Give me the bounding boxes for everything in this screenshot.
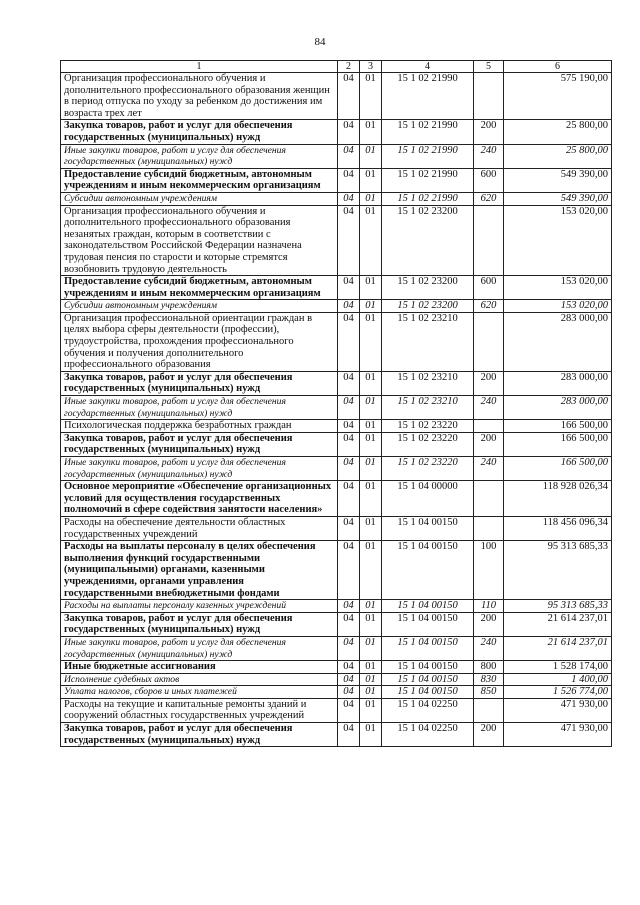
subsection-code-cell: 01 <box>360 723 382 747</box>
expense-name-cell: Исполнение судебных актов <box>61 673 338 686</box>
section-code-cell: 04 <box>338 481 360 517</box>
expense-name-cell: Организация профессионального обучения и дополнительного профессионального образования незанятых граждан, которым в соответствии с законодательством Российской Федерации назначена трудовая пенсия по старости и которые стремятся возобновить трудовую деятельность <box>61 205 338 276</box>
expense-name-cell: Закупка товаров, работ и услуг для обеспечения государственных (муниципальных) нужд <box>61 723 338 747</box>
table-row <box>61 396 612 420</box>
amount-cell: 1 528 174,00 <box>504 661 612 674</box>
target-article-code-cell: 15 1 02 23200 <box>382 276 474 300</box>
amount-cell: 153 020,00 <box>504 205 612 276</box>
expense-type-code-cell <box>474 516 504 540</box>
amount-cell: 549 390,00 <box>504 168 612 192</box>
expense-type-code-cell: 830 <box>474 673 504 686</box>
section-code-cell: 04 <box>338 192 360 205</box>
expense-name-cell: Расходы на текущие и капитальные ремонты зданий и сооружений областных государственных учреждений <box>61 698 338 722</box>
expense-name-cell: Организация профессиональной ориентации граждан в целях выбора сферы деятельности (профессии), трудоустройства, прохождения профессионального обучения и получения дополнительного профессионального образования <box>61 312 338 371</box>
expense-type-code-cell: 600 <box>474 276 504 300</box>
subsection-code-cell: 01 <box>360 686 382 699</box>
amount-cell: 25 800,00 <box>504 120 612 144</box>
section-code-cell: 04 <box>338 276 360 300</box>
table-row <box>61 636 612 660</box>
column-number-2: 2 <box>338 61 360 73</box>
subsection-code-cell: 01 <box>360 168 382 192</box>
expense-name-cell: Предоставление субсидий бюджетным, автономным учреждениям и иным некоммерческим организациям <box>61 276 338 300</box>
section-code-cell: 04 <box>338 723 360 747</box>
section-code-cell: 04 <box>338 205 360 276</box>
expense-name-cell: Иные закупки товаров, работ и услуг для обеспечения государственных (муниципальных) нужд <box>61 144 338 168</box>
expense-name-cell: Уплата налогов, сборов и иных платежей <box>61 686 338 699</box>
expense-type-code-cell: 800 <box>474 661 504 674</box>
expense-type-code-cell <box>474 420 504 433</box>
table-row <box>61 457 612 481</box>
table-row <box>61 686 612 699</box>
subsection-code-cell: 01 <box>360 636 382 660</box>
target-article-code-cell: 15 1 02 21990 <box>382 168 474 192</box>
expense-type-code-cell <box>474 205 504 276</box>
expense-name-cell: Закупка товаров, работ и услуг для обеспечения государственных (муниципальных) нужд <box>61 612 338 636</box>
amount-cell: 166 500,00 <box>504 457 612 481</box>
target-article-code-cell: 15 1 04 00150 <box>382 600 474 613</box>
expense-type-code-cell <box>474 481 504 517</box>
target-article-code-cell: 15 1 04 00150 <box>382 673 474 686</box>
subsection-code-cell: 01 <box>360 481 382 517</box>
target-article-code-cell: 15 1 02 23210 <box>382 396 474 420</box>
column-number-1: 1 <box>61 61 338 73</box>
subsection-code-cell: 01 <box>360 457 382 481</box>
target-article-code-cell: 15 1 04 02250 <box>382 723 474 747</box>
target-article-code-cell: 15 1 04 02250 <box>382 698 474 722</box>
amount-cell: 118 456 096,34 <box>504 516 612 540</box>
expense-name-cell: Основное мероприятие «Обеспечение организационных условий для осуществления государственных полномочий в сфере содействия занятости населения» <box>61 481 338 517</box>
expense-name-cell: Закупка товаров, работ и услуг для обеспечения государственных (муниципальных) нужд <box>61 371 338 395</box>
section-code-cell: 04 <box>338 73 360 120</box>
expense-type-code-cell <box>474 73 504 120</box>
amount-cell: 575 190,00 <box>504 73 612 120</box>
amount-cell: 25 800,00 <box>504 144 612 168</box>
expense-name-cell: Закупка товаров, работ и услуг для обеспечения государственных (муниципальных) нужд <box>61 120 338 144</box>
subsection-code-cell: 01 <box>360 420 382 433</box>
expense-name-cell: Расходы на обеспечение деятельности областных государственных учреждений <box>61 516 338 540</box>
budget-table <box>60 60 612 747</box>
table-row <box>61 600 612 613</box>
section-code-cell: 04 <box>338 168 360 192</box>
subsection-code-cell: 01 <box>360 673 382 686</box>
expense-name-cell: Иные закупки товаров, работ и услуг для обеспечения государственных (муниципальных) нужд <box>61 636 338 660</box>
subsection-code-cell: 01 <box>360 144 382 168</box>
expense-type-code-cell: 100 <box>474 541 504 600</box>
expense-type-code-cell: 240 <box>474 144 504 168</box>
expense-type-code-cell: 620 <box>474 192 504 205</box>
table-row <box>61 432 612 456</box>
expense-type-code-cell: 200 <box>474 432 504 456</box>
target-article-code-cell: 15 1 02 23210 <box>382 371 474 395</box>
section-code-cell: 04 <box>338 120 360 144</box>
table-row <box>61 420 612 433</box>
expense-name-cell: Организация профессионального обучения и дополнительного профессионального образования женщин в период отпуска по уходу за ребенком до достижения им возраста трех лет <box>61 73 338 120</box>
target-article-code-cell: 15 1 02 23210 <box>382 312 474 371</box>
column-number-3: 3 <box>360 61 382 73</box>
table-row <box>61 192 612 205</box>
expense-type-code-cell: 240 <box>474 636 504 660</box>
expense-name-cell: Иные закупки товаров, работ и услуг для обеспечения государственных (муниципальных) нужд <box>61 457 338 481</box>
section-code-cell: 04 <box>338 600 360 613</box>
amount-cell: 283 000,00 <box>504 312 612 371</box>
section-code-cell: 04 <box>338 661 360 674</box>
subsection-code-cell: 01 <box>360 371 382 395</box>
section-code-cell: 04 <box>338 300 360 313</box>
expense-type-code-cell <box>474 698 504 722</box>
expense-name-cell: Предоставление субсидий бюджетным, автономным учреждениям и иным некоммерческим организациям <box>61 168 338 192</box>
amount-cell: 166 500,00 <box>504 432 612 456</box>
target-article-code-cell: 15 1 02 23200 <box>382 300 474 313</box>
target-article-code-cell: 15 1 04 00000 <box>382 481 474 517</box>
table-row <box>61 612 612 636</box>
target-article-code-cell: 15 1 02 23200 <box>382 205 474 276</box>
expense-type-code-cell: 240 <box>474 457 504 481</box>
expense-type-code-cell: 200 <box>474 371 504 395</box>
subsection-code-cell: 01 <box>360 396 382 420</box>
table-row <box>61 371 612 395</box>
target-article-code-cell: 15 1 02 23220 <box>382 432 474 456</box>
subsection-code-cell: 01 <box>360 516 382 540</box>
amount-cell: 153 020,00 <box>504 300 612 313</box>
expense-name-cell: Субсидии автономным учреждениям <box>61 300 338 313</box>
table-row <box>61 120 612 144</box>
column-number-5: 5 <box>474 61 504 73</box>
subsection-code-cell: 01 <box>360 312 382 371</box>
amount-cell: 21 614 237,01 <box>504 612 612 636</box>
table-row <box>61 481 612 517</box>
amount-cell: 283 000,00 <box>504 396 612 420</box>
subsection-code-cell: 01 <box>360 541 382 600</box>
subsection-code-cell: 01 <box>360 698 382 722</box>
target-article-code-cell: 15 1 02 23220 <box>382 420 474 433</box>
subsection-code-cell: 01 <box>360 600 382 613</box>
table-row <box>61 312 612 371</box>
table-row <box>61 516 612 540</box>
target-article-code-cell: 15 1 02 21990 <box>382 192 474 205</box>
section-code-cell: 04 <box>338 432 360 456</box>
expense-type-code-cell: 200 <box>474 120 504 144</box>
table-row <box>61 73 612 120</box>
expense-name-cell: Иные бюджетные ассигнования <box>61 661 338 674</box>
table-row <box>61 661 612 674</box>
section-code-cell: 04 <box>338 612 360 636</box>
section-code-cell: 04 <box>338 636 360 660</box>
expense-type-code-cell: 620 <box>474 300 504 313</box>
amount-cell: 153 020,00 <box>504 276 612 300</box>
section-code-cell: 04 <box>338 673 360 686</box>
table-row <box>61 276 612 300</box>
amount-cell: 471 930,00 <box>504 698 612 722</box>
amount-cell: 1 526 774,00 <box>504 686 612 699</box>
column-number-row <box>61 61 612 73</box>
amount-cell: 1 400,00 <box>504 673 612 686</box>
expense-name-cell: Иные закупки товаров, работ и услуг для обеспечения государственных (муниципальных) нужд <box>61 396 338 420</box>
section-code-cell: 04 <box>338 516 360 540</box>
column-number-4: 4 <box>382 61 474 73</box>
expense-type-code-cell: 200 <box>474 612 504 636</box>
subsection-code-cell: 01 <box>360 276 382 300</box>
expense-name-cell: Расходы на выплаты персоналу в целях обеспечения выполнения функций государственными (муниципальными) органами, казенными учреждениями, органами управления государственными внебюджетными фондами <box>61 541 338 600</box>
page-number: 84 <box>314 36 326 48</box>
table-row <box>61 673 612 686</box>
table-row <box>61 168 612 192</box>
target-article-code-cell: 15 1 04 00150 <box>382 636 474 660</box>
table-row <box>61 205 612 276</box>
target-article-code-cell: 15 1 02 21990 <box>382 120 474 144</box>
expense-name-cell: Психологическая поддержка безработных граждан <box>61 420 338 433</box>
subsection-code-cell: 01 <box>360 205 382 276</box>
target-article-code-cell: 15 1 04 00150 <box>382 612 474 636</box>
expense-name-cell: Закупка товаров, работ и услуг для обеспечения государственных (муниципальных) нужд <box>61 432 338 456</box>
subsection-code-cell: 01 <box>360 192 382 205</box>
amount-cell: 471 930,00 <box>504 723 612 747</box>
amount-cell: 95 313 685,33 <box>504 600 612 613</box>
table-row <box>61 300 612 313</box>
target-article-code-cell: 15 1 02 21990 <box>382 144 474 168</box>
amount-cell: 549 390,00 <box>504 192 612 205</box>
amount-cell: 95 313 685,33 <box>504 541 612 600</box>
target-article-code-cell: 15 1 04 00150 <box>382 686 474 699</box>
expense-name-cell: Расходы на выплаты персоналу казенных учреждений <box>61 600 338 613</box>
section-code-cell: 04 <box>338 457 360 481</box>
amount-cell: 118 928 026,34 <box>504 481 612 517</box>
target-article-code-cell: 15 1 04 00150 <box>382 516 474 540</box>
subsection-code-cell: 01 <box>360 432 382 456</box>
subsection-code-cell: 01 <box>360 612 382 636</box>
section-code-cell: 04 <box>338 541 360 600</box>
expense-type-code-cell <box>474 312 504 371</box>
expense-type-code-cell: 600 <box>474 168 504 192</box>
subsection-code-cell: 01 <box>360 73 382 120</box>
table-row <box>61 698 612 722</box>
column-number-6: 6 <box>504 61 612 73</box>
expense-type-code-cell: 240 <box>474 396 504 420</box>
subsection-code-cell: 01 <box>360 120 382 144</box>
expense-type-code-cell: 850 <box>474 686 504 699</box>
target-article-code-cell: 15 1 02 21990 <box>382 73 474 120</box>
section-code-cell: 04 <box>338 371 360 395</box>
expense-type-code-cell: 110 <box>474 600 504 613</box>
section-code-cell: 04 <box>338 698 360 722</box>
expense-type-code-cell: 200 <box>474 723 504 747</box>
subsection-code-cell: 01 <box>360 300 382 313</box>
table-row <box>61 723 612 747</box>
expense-name-cell: Субсидии автономным учреждениям <box>61 192 338 205</box>
budget-table-body <box>61 61 612 747</box>
amount-cell: 166 500,00 <box>504 420 612 433</box>
section-code-cell: 04 <box>338 396 360 420</box>
amount-cell: 21 614 237,01 <box>504 636 612 660</box>
target-article-code-cell: 15 1 02 23220 <box>382 457 474 481</box>
table-row <box>61 144 612 168</box>
amount-cell: 283 000,00 <box>504 371 612 395</box>
subsection-code-cell: 01 <box>360 661 382 674</box>
section-code-cell: 04 <box>338 686 360 699</box>
section-code-cell: 04 <box>338 312 360 371</box>
section-code-cell: 04 <box>338 144 360 168</box>
section-code-cell: 04 <box>338 420 360 433</box>
target-article-code-cell: 15 1 04 00150 <box>382 661 474 674</box>
table-row <box>61 541 612 600</box>
target-article-code-cell: 15 1 04 00150 <box>382 541 474 600</box>
